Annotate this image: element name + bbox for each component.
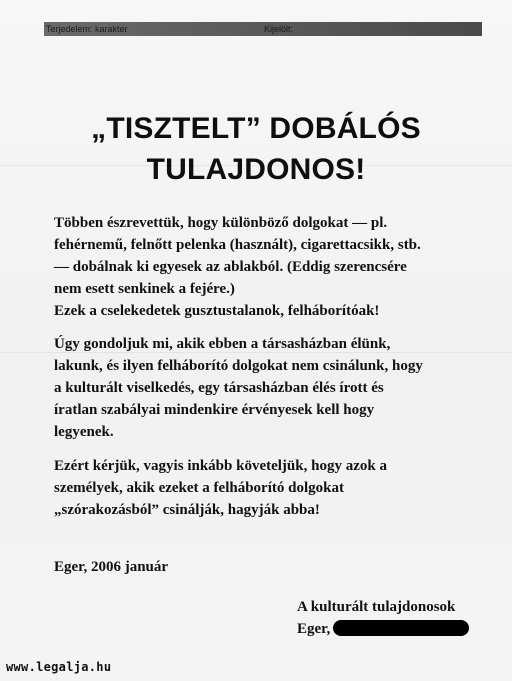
text-line: „szórakozásból” csinálják, hagyják abba! — [54, 502, 320, 518]
watermark: www.legalja.hu — [6, 660, 112, 674]
text-line: — dobálnak ki egyesek az ablakból. (Eddig szerencsére — [54, 259, 407, 275]
paragraph-3 — [54, 455, 474, 521]
text-line: személyek, akik ezeket a felháborító dolgokat — [54, 480, 344, 496]
signature-line-2 — [297, 618, 469, 640]
signature-line: A kulturált tulajdonosok — [297, 599, 456, 615]
header-right-label: Kijelölt: — [264, 24, 294, 34]
signature-block — [297, 596, 469, 640]
text-line: Ezek a cselekedetek gusztustalanok, felháborítóak! — [54, 303, 380, 319]
text-line: fehérnemű, felnőtt pelenka (használt), cigarettacsikk, stb. — [54, 237, 421, 253]
page-title — [0, 108, 512, 190]
form-header-bar — [44, 22, 482, 36]
text-line: Úgy gondoljuk mi, akik ebben a társasházban élünk, — [54, 336, 391, 352]
text-line: legyenek. — [54, 424, 114, 440]
redaction-bar — [333, 620, 469, 636]
text-line: Ezért kérjük, vagyis inkább követeljük, hogy azok a — [54, 458, 387, 474]
paragraph-1 — [54, 212, 474, 322]
text-line: lakunk, és ilyen felháborító dolgokat nem csinálunk, hogy — [54, 358, 423, 374]
title-line: TULAJDONOS! — [146, 153, 366, 186]
text-line: a kulturált viselkedés, egy társasházban élés írott és — [54, 380, 384, 396]
text-line: nem esett senkinek a fejére.) — [54, 281, 235, 297]
title-line: „TISZTELT” DOBÁLÓS — [91, 112, 421, 145]
letter-date: Eger, 2006 január — [54, 559, 169, 575]
text-line: íratlan szabályai mindenkire érvényesek kell hogy — [54, 402, 375, 418]
paragraph-2 — [54, 333, 474, 443]
text-line: Többen észrevettük, hogy különböző dolgokat — pl. — [54, 215, 388, 231]
header-left-label: Terjedelem: karakter — [46, 24, 128, 34]
signature-city: Eger, — [297, 621, 331, 637]
